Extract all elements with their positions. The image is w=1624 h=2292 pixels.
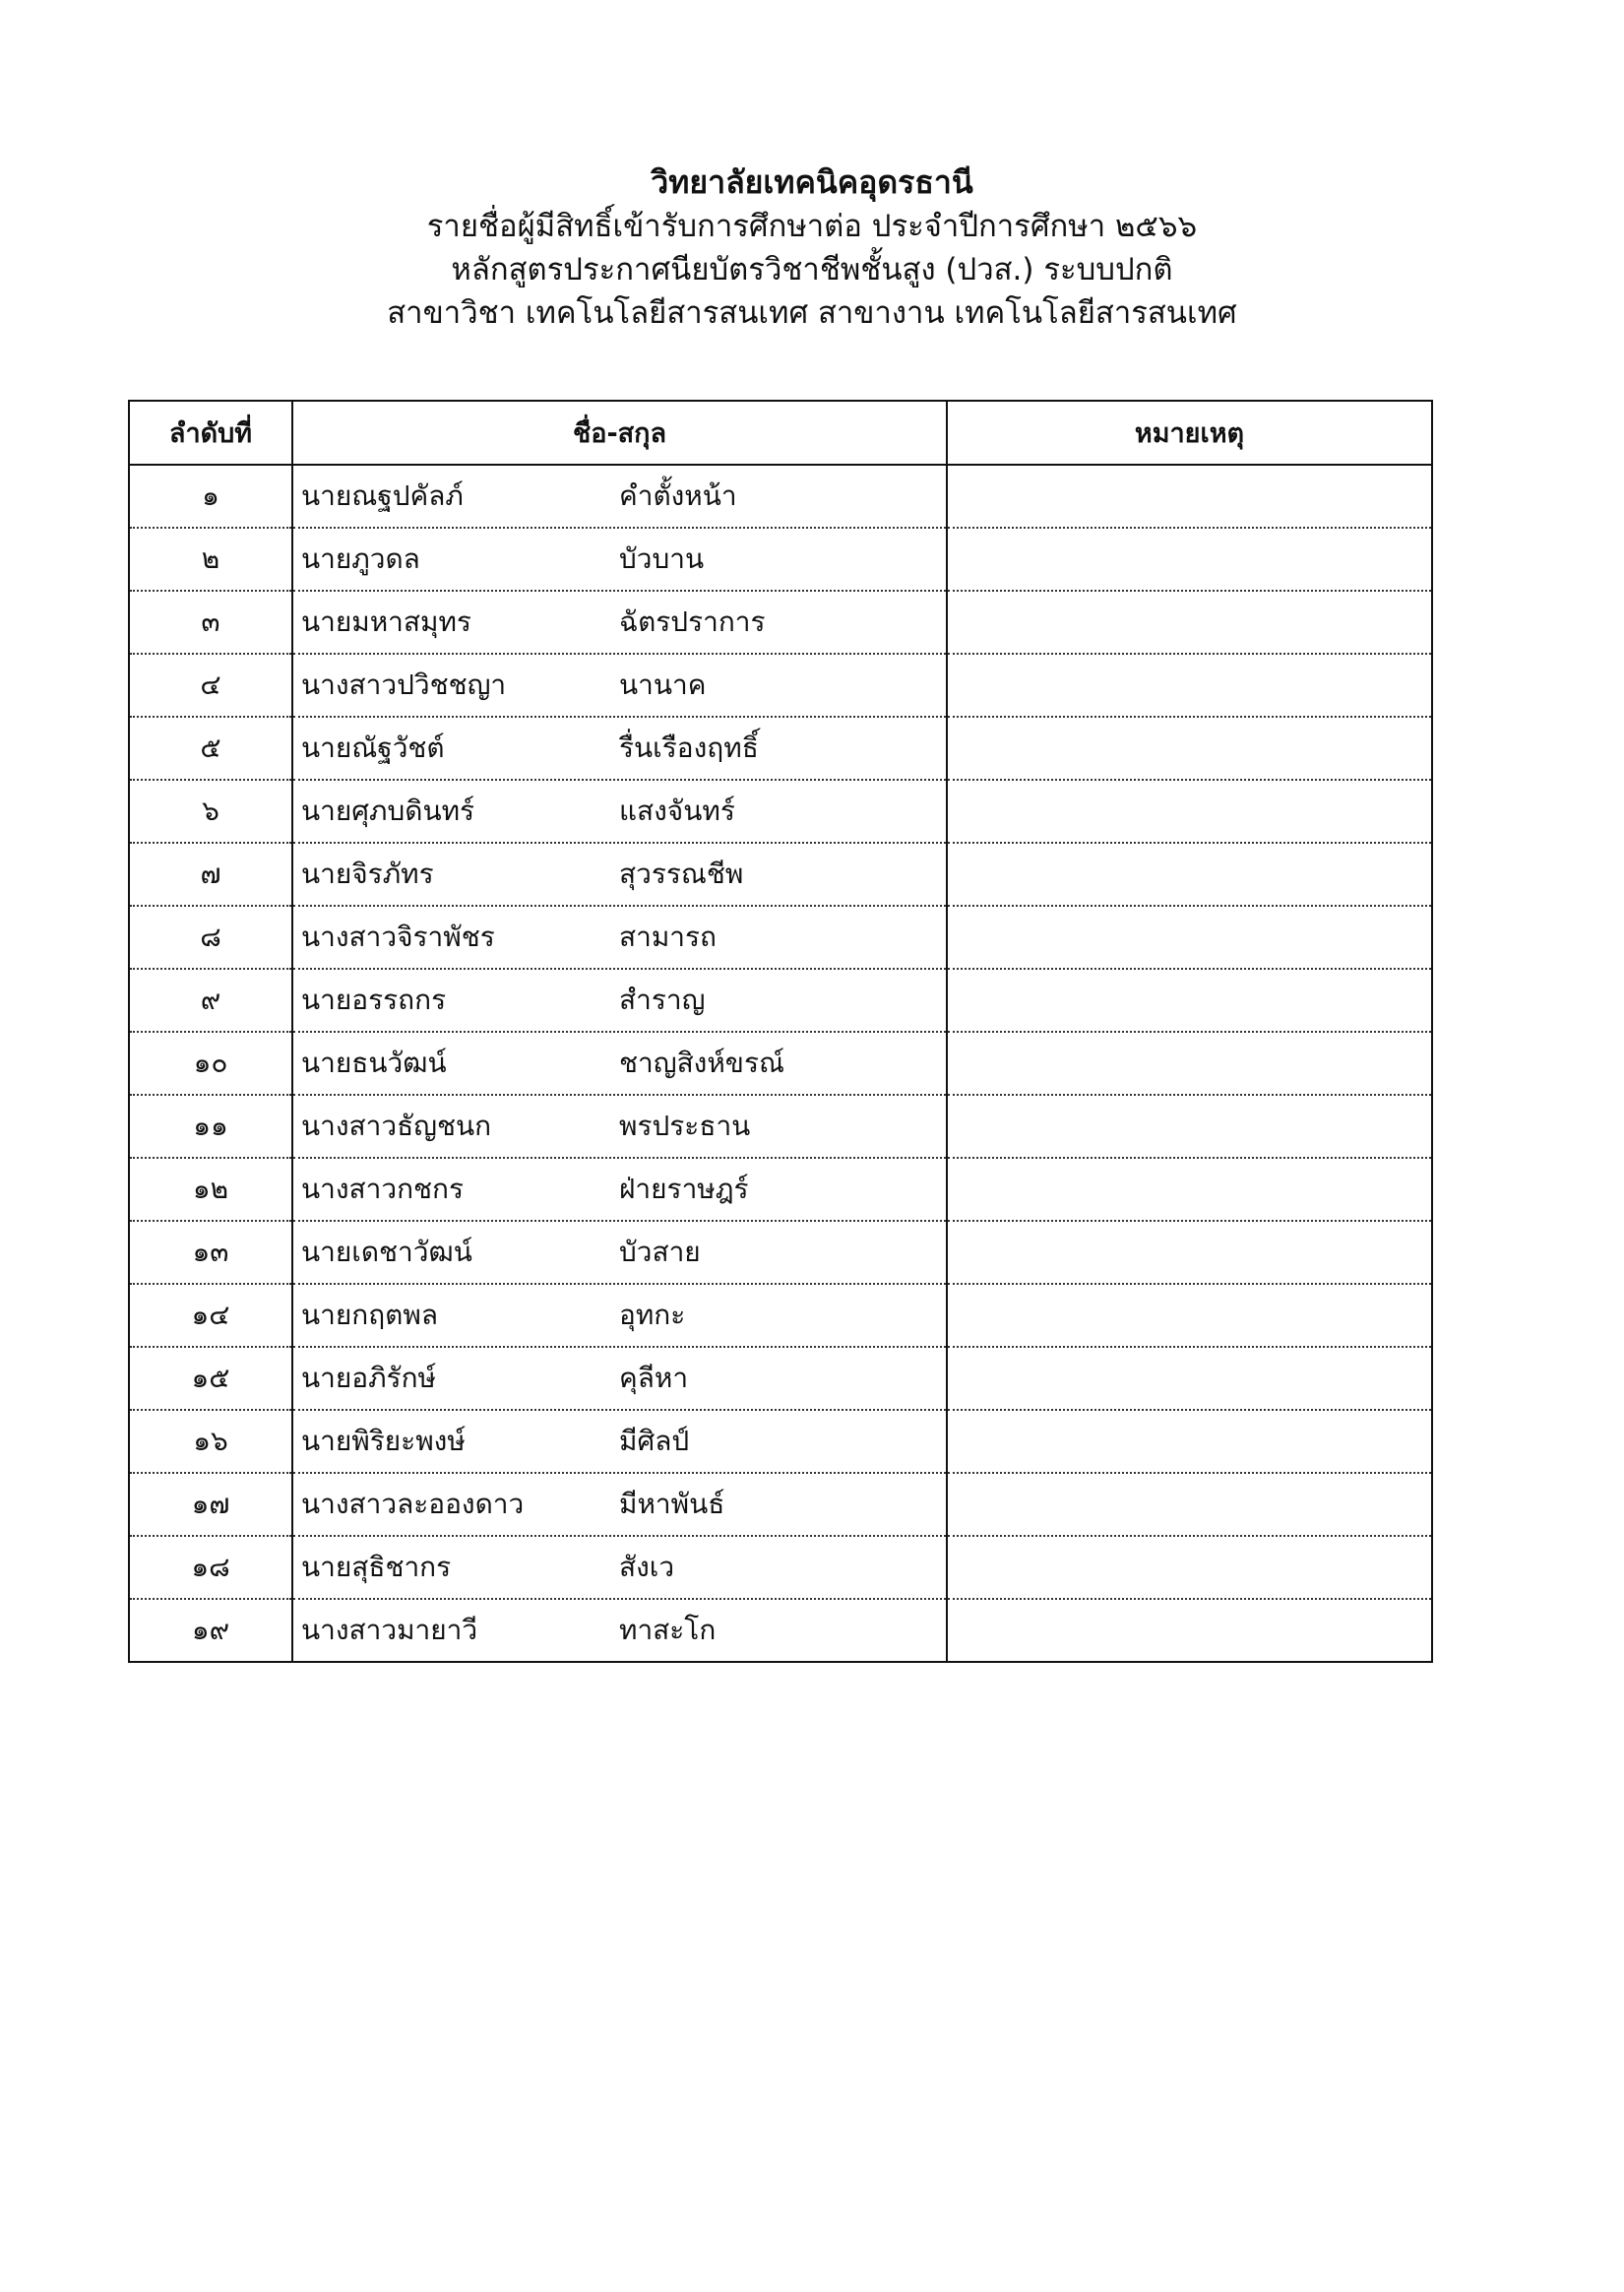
student-name-cell	[292, 1032, 947, 1095]
last-name: สังเว	[619, 1551, 675, 1583]
note-cell	[947, 1032, 1432, 1095]
table-row	[129, 1599, 1432, 1662]
student-name-cell	[292, 1473, 947, 1536]
row-number: ๑๗	[129, 1473, 292, 1536]
last-name: สามารถ	[619, 921, 717, 953]
table-row	[129, 465, 1432, 528]
table-row	[129, 906, 1432, 969]
row-number: ๖	[129, 780, 292, 843]
last-name: คำตั้งหน้า	[619, 479, 737, 512]
last-name: รื่นเรืองฤทธิ์	[619, 732, 759, 764]
college-name: วิทยาลัยเทคนิคอุดรธานี	[651, 163, 973, 201]
table-body	[129, 465, 1432, 1662]
first-name: นายกฤตพล	[301, 1299, 438, 1331]
last-name: สุวรรณชีพ	[619, 858, 744, 890]
first-name: นางสาวละอองดาว	[301, 1488, 525, 1520]
first-name: นายอภิรักษ์	[301, 1362, 436, 1394]
row-number: ๑๐	[129, 1032, 292, 1095]
student-name-cell	[292, 528, 947, 591]
note-cell	[947, 528, 1432, 591]
student-name-cell	[292, 1095, 947, 1158]
table-row	[129, 1221, 1432, 1284]
note-cell	[947, 1221, 1432, 1284]
table-row	[129, 1284, 1432, 1347]
last-name: มีศิลป์	[619, 1425, 690, 1457]
student-name-cell	[292, 591, 947, 654]
row-number: ๙	[129, 969, 292, 1032]
row-number: ๒	[129, 528, 292, 591]
student-name-cell	[292, 465, 947, 528]
column-header-number: ลำดับที่	[129, 401, 292, 465]
student-name-cell	[292, 1158, 947, 1221]
column-header-name: ชื่อ-สกุล	[292, 401, 947, 465]
first-name: นายภูวดล	[301, 542, 420, 575]
table-row	[129, 1536, 1432, 1599]
note-cell	[947, 591, 1432, 654]
row-number: ๑๑	[129, 1095, 292, 1158]
student-name-cell	[292, 1599, 947, 1662]
last-name: ชาญสิงห์ขรณ์	[619, 1047, 784, 1079]
row-number: ๑๘	[129, 1536, 292, 1599]
announcement-title: รายชื่อผู้มีสิทธิ์เข้ารับการศึกษาต่อ ประจำปีการศึกษา ๒๕๖๖	[426, 209, 1198, 244]
last-name: อุทกะ	[619, 1299, 686, 1331]
note-cell	[947, 843, 1432, 906]
note-cell	[947, 1095, 1432, 1158]
note-cell	[947, 1536, 1432, 1599]
row-number: ๗	[129, 843, 292, 906]
table-row	[129, 1032, 1432, 1095]
last-name: บัวบาน	[619, 542, 705, 575]
note-cell	[947, 1473, 1432, 1536]
first-name: นางสาวจิราพัชร	[301, 921, 495, 953]
first-name: นางสาวธัญชนก	[301, 1110, 492, 1142]
first-name: นางสาวปวิชชญา	[301, 668, 507, 701]
first-name: นางสาวมายาวี	[301, 1614, 478, 1646]
student-name-cell	[292, 780, 947, 843]
last-name: คุลีหา	[619, 1362, 689, 1394]
first-name: นายอรรถกร	[301, 984, 447, 1016]
row-number: ๓	[129, 591, 292, 654]
table-header-row	[129, 401, 1432, 465]
last-name: ฉัตรปราการ	[619, 605, 766, 638]
student-name-cell	[292, 654, 947, 717]
table-row	[129, 843, 1432, 906]
first-name: นางสาวกชกร	[301, 1173, 465, 1205]
table-row	[129, 717, 1432, 780]
note-cell	[947, 717, 1432, 780]
last-name: สำราญ	[619, 984, 706, 1016]
row-number: ๑๒	[129, 1158, 292, 1221]
student-name-cell	[292, 1221, 947, 1284]
student-name-cell	[292, 1536, 947, 1599]
note-cell	[947, 1158, 1432, 1221]
first-name: นายจิรภัทร	[301, 858, 434, 890]
first-name: นายเดชาวัฒน์	[301, 1236, 472, 1268]
table-row	[129, 1347, 1432, 1410]
student-name-cell	[292, 969, 947, 1032]
student-name-cell	[292, 717, 947, 780]
last-name: พรประธาน	[619, 1110, 751, 1142]
row-number: ๑๔	[129, 1284, 292, 1347]
last-name: แสงจันทร์	[619, 795, 735, 827]
table-row	[129, 1473, 1432, 1536]
table-row	[129, 654, 1432, 717]
row-number: ๑	[129, 465, 292, 528]
row-number: ๔	[129, 654, 292, 717]
first-name: นายณัฐวัชต์	[301, 732, 445, 764]
note-cell	[947, 465, 1432, 528]
student-name-cell	[292, 906, 947, 969]
document-header	[0, 159, 1624, 335]
first-name: นายศุภบดินทร์	[301, 795, 475, 827]
table-row	[129, 591, 1432, 654]
row-number: ๕	[129, 717, 292, 780]
last-name: นานาค	[619, 668, 707, 701]
first-name: นายณฐปคัลภ์	[301, 479, 464, 512]
table-row	[129, 1095, 1432, 1158]
first-name: นายธนวัฒน์	[301, 1047, 447, 1079]
student-name-cell	[292, 1410, 947, 1473]
table-row	[129, 780, 1432, 843]
student-roster-table	[128, 400, 1433, 1663]
note-cell	[947, 906, 1432, 969]
row-number: ๘	[129, 906, 292, 969]
table-row	[129, 969, 1432, 1032]
note-cell	[947, 1284, 1432, 1347]
last-name: ทาสะโก	[619, 1614, 717, 1646]
student-name-cell	[292, 1347, 947, 1410]
table-row	[129, 528, 1432, 591]
student-name-cell	[292, 843, 947, 906]
note-cell	[947, 1410, 1432, 1473]
column-header-note: หมายเหตุ	[947, 401, 1432, 465]
major-title: สาขาวิชา เทคโนโลยีสารสนเทศ สาขางาน เทคโนโลยีสารสนเทศ	[387, 295, 1237, 331]
first-name: นายสุธิชากร	[301, 1551, 452, 1583]
note-cell	[947, 969, 1432, 1032]
last-name: มีหาพันธ์	[619, 1488, 725, 1520]
first-name: นายมหาสมุทร	[301, 605, 471, 638]
first-name: นายพิริยะพงษ์	[301, 1425, 466, 1457]
note-cell	[947, 1347, 1432, 1410]
program-title: หลักสูตรประกาศนียบัตรวิชาชีพชั้นสูง (ปวส.) ระบบปกติ	[451, 252, 1173, 287]
last-name: ฝ่ายราษฎร์	[619, 1173, 749, 1205]
row-number: ๑๕	[129, 1347, 292, 1410]
row-number: ๑๓	[129, 1221, 292, 1284]
last-name: บัวสาย	[619, 1236, 701, 1268]
table-row	[129, 1410, 1432, 1473]
note-cell	[947, 654, 1432, 717]
note-cell	[947, 1599, 1432, 1662]
student-name-cell	[292, 1284, 947, 1347]
row-number: ๑๖	[129, 1410, 292, 1473]
table-row	[129, 1158, 1432, 1221]
note-cell	[947, 780, 1432, 843]
row-number: ๑๙	[129, 1599, 292, 1662]
